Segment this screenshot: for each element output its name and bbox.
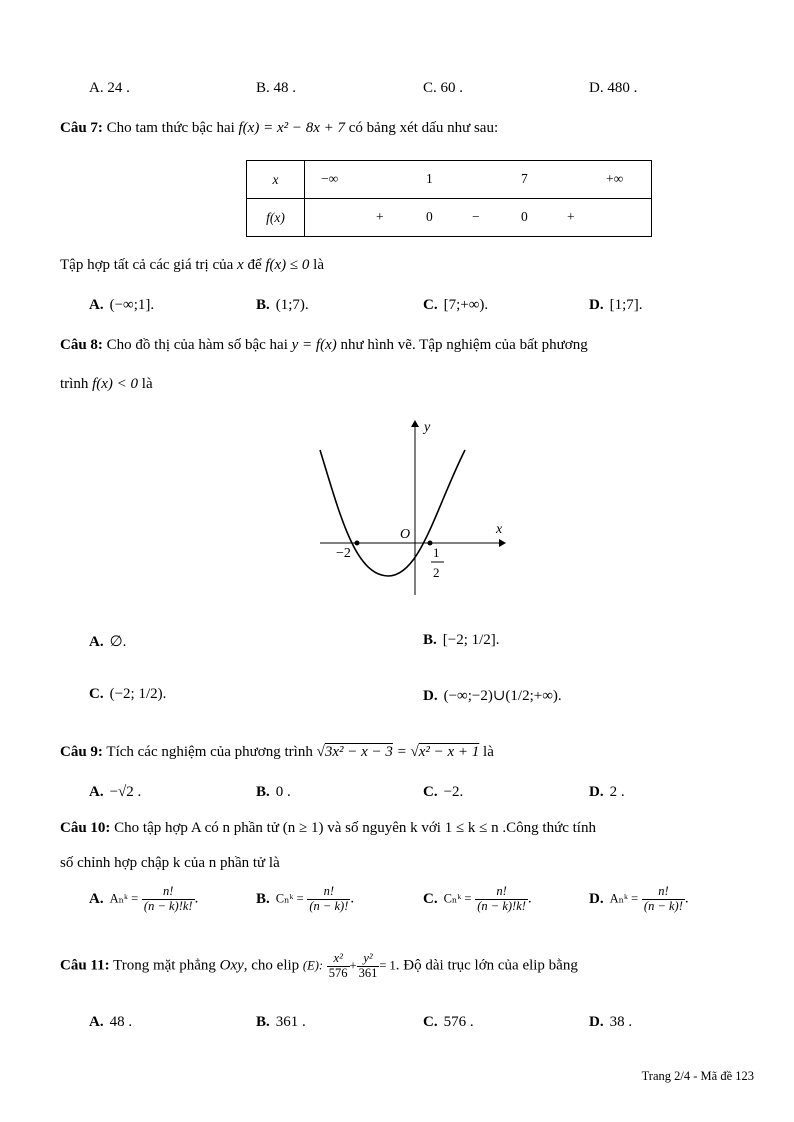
root-point-2 <box>428 541 433 546</box>
q11-option-c: C. 576 . <box>423 1014 474 1030</box>
q8-text4: là <box>141 376 153 392</box>
q8-formula: y = f(x) <box>291 337 337 353</box>
sign-table-x-header: x <box>247 161 305 199</box>
q7-question-mid: để <box>247 257 262 273</box>
q11-label: Câu 11: <box>60 957 110 974</box>
sign-table-f-header: f(x) <box>247 199 305 237</box>
q8-option-a: A. ∅. <box>89 634 127 650</box>
q11-stem: Câu 11: Trong mặt phẳng Oxy, cho elip (E): $\frac{\text{x²}}{576}$ + $\frac{\text{y²}}{361}$ = 1. Độ dài trục lớn của elip bằng <box>60 951 578 980</box>
x-neg-inf: −∞ <box>321 171 339 186</box>
q11-ellipse-name: (E): <box>302 958 324 973</box>
q11-frac-x: $\frac{\text{x²}}{576}$ <box>328 951 348 980</box>
q9-option-c: C. −2. <box>423 784 464 800</box>
q6-option-c: C. 60 . <box>423 80 464 96</box>
root2-denominator: 2 <box>433 565 440 580</box>
q7-formula: f(x) = x² − 8x + 7 <box>238 120 346 136</box>
q7-option-b: B. (1;7). <box>256 297 309 313</box>
y-axis-label: y <box>424 420 431 435</box>
sign-table-f-values <box>305 199 652 237</box>
q9-option-b: B. 0 . <box>256 784 291 800</box>
q10-label: Câu 10: <box>60 820 111 836</box>
q11-text1: Trong mặt phẳng <box>113 957 216 974</box>
q10-line1: Cho tập hợp A có n phần tử (n ≥ 1) và số nguyên k với 1 ≤ k ≤ n .Công thức tính <box>114 820 596 836</box>
x-root-7: 7 <box>521 171 528 186</box>
root1-label: −2 <box>336 546 351 561</box>
sign-minus: − <box>472 209 480 224</box>
q9-stem <box>60 744 494 761</box>
q7-question-text: Tập hợp tất cả các giá trị của <box>60 257 234 273</box>
q7-cond: f(x) ≤ 0 <box>265 257 310 273</box>
q11-text2: , cho elip <box>243 957 300 974</box>
q8-option-d: D. (−∞;−2)∪(1/2;+∞). <box>423 688 562 704</box>
sign-table-x-values <box>305 161 652 199</box>
q6-option-b: B. 48 . <box>256 80 297 96</box>
q6-option-d: D. 480 . <box>589 80 638 96</box>
q7-label: Câu 7: <box>60 120 103 136</box>
q7-option-a: A. (−∞;1]. <box>89 297 155 313</box>
q11-frac-y: $\frac{\text{y²}}{361}$ <box>358 951 378 980</box>
q8-text3: trình <box>60 376 89 392</box>
x-axis-label: x <box>496 522 503 537</box>
x-root-1: 1 <box>426 171 433 186</box>
q9-option-d: D. 2 . <box>589 784 625 800</box>
q8-text1: Cho đồ thị của hàm số bậc hai <box>106 337 288 353</box>
q8-option-c: C. (−2; 1/2). <box>89 686 167 702</box>
parabola-graph <box>300 415 520 600</box>
sign-plus-1: + <box>376 209 384 224</box>
sign-zero-1: 0 <box>426 209 433 224</box>
q10-stem-line2: số chỉnh hợp chập k của n phần tử là <box>60 855 280 871</box>
q6-option-a: A. 24 . <box>89 80 130 96</box>
q11-eq-end: = 1 <box>379 958 396 973</box>
q11-plane: Oxy <box>219 957 244 974</box>
q7-text: Cho tam thức bậc hai <box>106 120 235 136</box>
sign-table <box>246 160 652 237</box>
q7-option-c: C. [7;+∞). <box>423 297 489 313</box>
q10-option-c: C. Cₙᵏ = $\frac{n!}{(n - k)!k!}$ . <box>423 884 532 913</box>
q9-text: Tích các nghiệm của phương trình <box>106 744 313 760</box>
q9-end: là <box>483 744 494 760</box>
q10-stem-line1 <box>60 820 596 837</box>
q11-option-a: A. 48 . <box>89 1014 133 1030</box>
q11-text3: . Độ dài trục lớn của elip bằng <box>395 957 578 974</box>
q7-text-after: có bảng xét dấu như sau: <box>348 120 499 136</box>
origin-label: O <box>400 527 411 542</box>
q9-option-a: A. −√2 . <box>89 784 142 800</box>
q9-label: Câu 9: <box>60 744 103 760</box>
q7-question <box>60 257 324 274</box>
page-footer: Trang 2/4 - Mã đề 123 <box>641 1069 754 1083</box>
root2-numerator: 1 <box>433 545 440 560</box>
q7-stem <box>60 120 498 137</box>
x-pos-inf: +∞ <box>606 171 624 186</box>
q11-option-d: D. 38 . <box>589 1014 633 1030</box>
q8-stem-line1 <box>60 337 588 354</box>
q8-stem-line2 <box>60 376 153 393</box>
q11-option-b: B. 361 . <box>256 1014 306 1030</box>
sign-zero-2: 0 <box>521 209 528 224</box>
q8-text2: như hình vẽ. Tập nghiệm của bất phương <box>340 337 588 353</box>
q7-question-end: là <box>313 257 324 273</box>
q7-var: x <box>237 257 244 273</box>
q8-cond: f(x) < 0 <box>92 376 139 392</box>
q7-option-d: D. [1;7]. <box>589 297 643 313</box>
sign-plus-2: + <box>567 209 575 224</box>
root-point-1 <box>355 541 360 546</box>
q10-option-a: A. Aₙᵏ = $\frac{n!}{(n - k)!k!}$ . <box>89 884 199 913</box>
q8-option-b: B. [−2; 1/2]. <box>423 632 500 648</box>
q10-option-b: B. Cₙᵏ = $\frac{n!}{(n - k)!}$ . <box>256 884 355 913</box>
q10-option-d: D. Aₙᵏ = $\frac{n!}{(n - k)!}$ . <box>589 884 689 913</box>
q9-equation: √3x² − x − 3 = √x² − x + 1 <box>316 744 480 760</box>
q8-label: Câu 8: <box>60 337 103 353</box>
